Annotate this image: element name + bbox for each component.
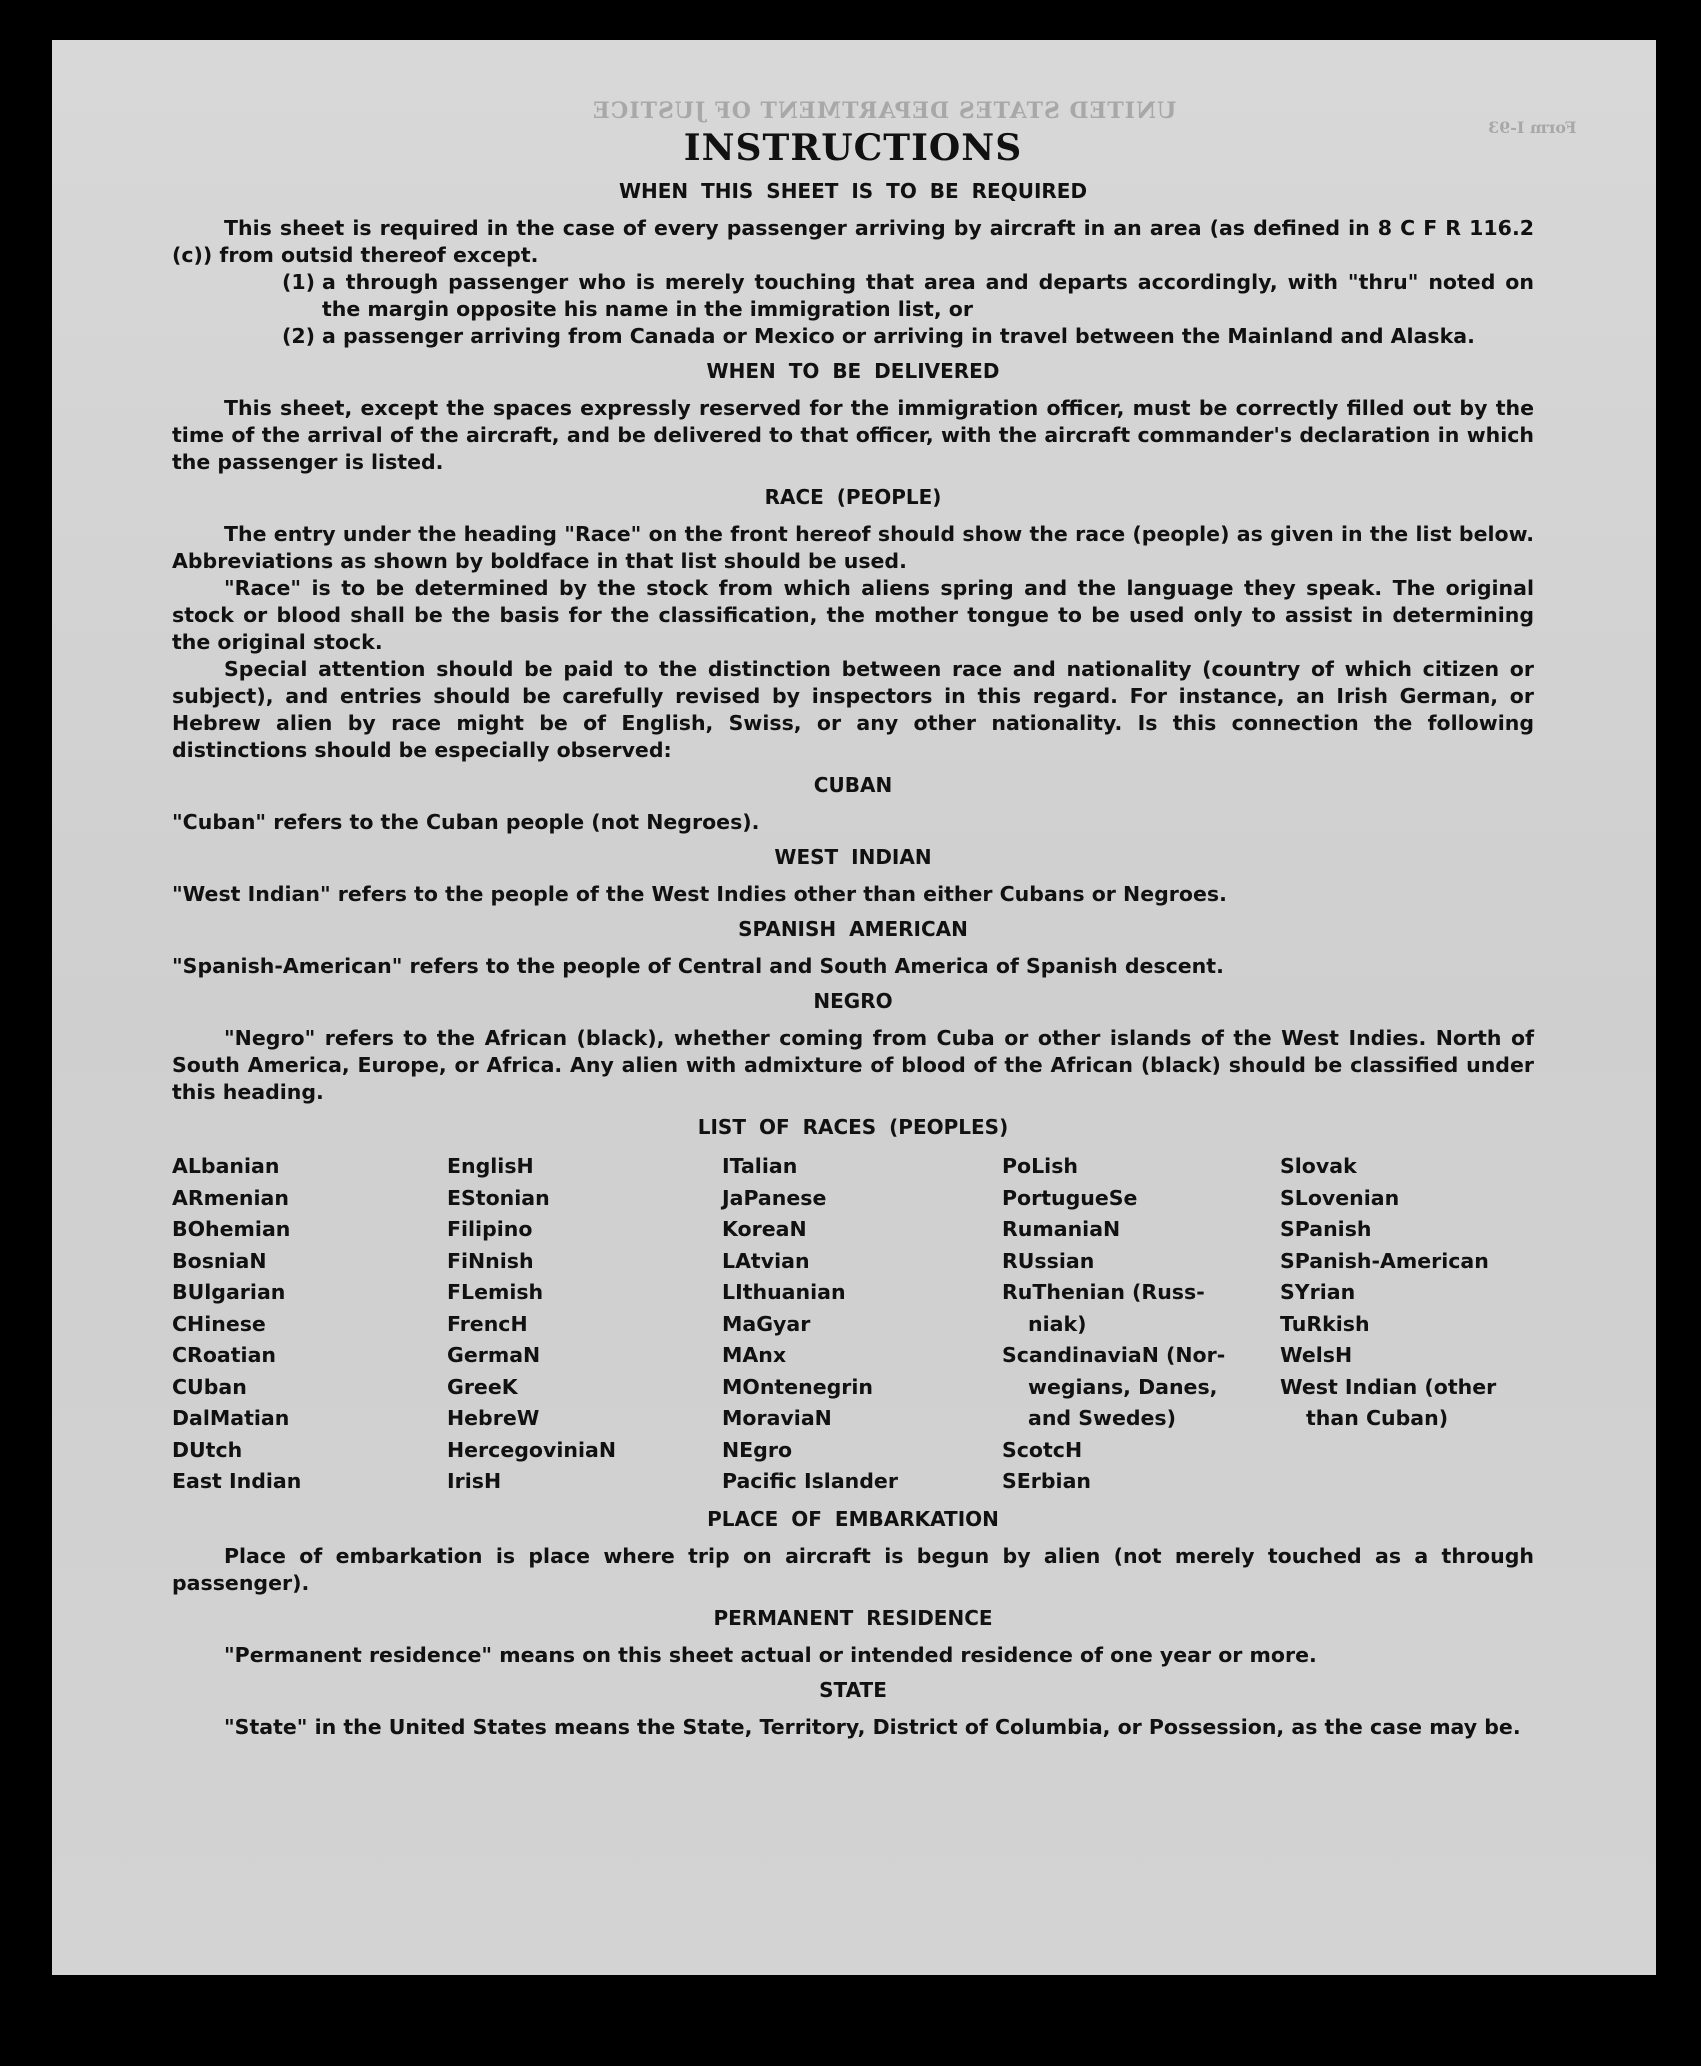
item-text: a passenger arriving from Canada or Mexico or arriving in travel between the Mainland and Alaska.: [322, 324, 1475, 348]
race-entry: niak): [1028, 1311, 1087, 1336]
race-entry: RuThenian (Russ-: [1002, 1280, 1205, 1304]
race-entry: MOntenegrin: [722, 1374, 874, 1399]
section-paragraph: "Permanent residence" means on this sheet actual or intended residence of one year or more.: [224, 1642, 1317, 1667]
race-entry: ALbanian: [172, 1154, 280, 1178]
race-entry: CHinese: [172, 1311, 266, 1336]
bleed-through-header: UNITED STATES DEPARTMENT OF JUSTICE: [592, 98, 1177, 124]
race-entry: ScotcH: [1002, 1437, 1083, 1462]
race-entry: Filipino: [447, 1217, 533, 1241]
race-entry: RUssian: [1002, 1248, 1095, 1273]
race-entry: SPanish: [1280, 1217, 1372, 1241]
race-entry: BOhemian: [172, 1217, 291, 1241]
race-entry: MAnx: [722, 1343, 787, 1367]
item-number: (1): [282, 270, 316, 294]
race-entry: HebreW: [447, 1406, 540, 1430]
race-entry: JaPanese: [722, 1185, 827, 1210]
race-entry: West Indian (other: [1280, 1374, 1497, 1399]
race-entry: PortugueSe: [1002, 1185, 1138, 1210]
race-entry: SLovenian: [1280, 1185, 1400, 1210]
race-entry: FiNnish: [447, 1248, 534, 1273]
section-paragraph: The entry under the heading "Race" on the front hereof should show the race (people) as given in the list below. Abbreviations as shown by boldface in that list should be used.: [172, 522, 1534, 573]
item-text: a through passenger who is merely touching that area and departs accordingly, with "thru" noted on the margin opposite his name in the immigration list, or: [322, 270, 1534, 321]
list-item: [172, 323, 1534, 350]
race-entry: HercegoviniaN: [447, 1437, 616, 1462]
race-entry: EStonian: [447, 1185, 550, 1210]
race-entry: Pacific Islander: [722, 1469, 898, 1493]
document-body: [172, 126, 1534, 1741]
section-paragraph: "State" in the United States means the State, Territory, District of Columbia, or Possession, as the case may be.: [224, 1714, 1521, 1739]
section-paragraph: This sheet is required in the case of every passenger arriving by aircraft in an area (as defined in 8 C F R 116.2 (c)) from outsid thereof except.: [172, 216, 1534, 267]
race-entry: CRoatian: [172, 1343, 277, 1367]
race-column: [1002, 1151, 1280, 1498]
race-entry: RumaniaN: [1002, 1217, 1121, 1241]
section-heading: WEST INDIAN: [774, 845, 932, 869]
section-paragraph: "Cuban" refers to the Cuban people (not Negroes).: [172, 810, 760, 834]
race-entry: ScandinaviaN (Nor-: [1002, 1343, 1226, 1367]
race-entry: East Indian: [172, 1469, 302, 1493]
section-paragraph: This sheet, except the spaces expressly reserved for the immigration officer, must be correctly filled out by the time of the arrival of the aircraft, and be delivered to that officer, with the aircraft commander's declaration in which the passenger is listed.: [172, 396, 1534, 474]
race-entry: KoreaN: [722, 1217, 807, 1241]
race-list: [172, 1151, 1534, 1498]
race-entry: FLemish: [447, 1280, 544, 1304]
race-entry: SErbian: [1002, 1469, 1092, 1493]
race-column: [722, 1151, 1002, 1498]
section-heading: STATE: [819, 1677, 887, 1702]
race-entry: ITalian: [722, 1154, 798, 1178]
bleed-through-form-number: Form I-93: [1487, 118, 1576, 137]
race-entry: DalMatian: [172, 1406, 290, 1430]
race-column: [1280, 1151, 1534, 1498]
race-entry: Slovak: [1280, 1154, 1357, 1178]
section-heading: WHEN THIS SHEET IS TO BE REQUIRED: [618, 179, 1088, 203]
race-entry: MaGyar: [722, 1311, 811, 1336]
section-heading: CUBAN: [813, 773, 893, 797]
race-entry: SYrian: [1280, 1280, 1356, 1304]
race-entry: GreeK: [447, 1374, 518, 1399]
race-entry: FrencH: [447, 1311, 528, 1336]
race-entry: WelsH: [1280, 1343, 1353, 1367]
race-column: [447, 1151, 722, 1498]
section-paragraph: "Spanish-American" refers to the people of Central and South America of Spanish descent.: [172, 954, 1224, 978]
section-heading: SPANISH AMERICAN: [738, 917, 968, 941]
section-paragraph: Place of embarkation is place where trip on aircraft is begun by alien (not merely touched as a through passenger).: [172, 1543, 1534, 1595]
section-heading: RACE (PEOPLE): [764, 485, 942, 509]
race-entry: and Swedes): [1028, 1406, 1176, 1430]
race-entry: BUlgarian: [172, 1280, 286, 1304]
section-heading: LIST OF RACES (PEOPLES): [697, 1115, 1009, 1139]
race-entry: NEgro: [722, 1437, 793, 1462]
race-entry: than Cuban): [1306, 1406, 1449, 1430]
race-column: [172, 1151, 447, 1498]
section-paragraph: "Negro" refers to the African (black), whether coming from Cuba or other islands of the West Indies. North of South America, Europe, or Africa. Any alien with admixture of blood of the African (black) should be classified under this heading.: [172, 1026, 1534, 1104]
race-entry: MoraviaN: [722, 1406, 832, 1430]
section-paragraph: Special attention should be paid to the distinction between race and nationality (country of which citizen or subject), and entries should be carefully revised by inspectors in this regard. For instance, an Irish German, or Hebrew alien by race might be of English, Swiss, or any other nationality. Is this connection the following distinctions should be especially observed:: [172, 657, 1534, 762]
race-entry: wegians, Danes,: [1028, 1374, 1218, 1399]
race-entry: DUtch: [172, 1437, 243, 1462]
section-paragraph: "Race" is to be determined by the stock from which aliens spring and the language they speak. The original stock or blood shall be the basis for the classification, the mother tongue to be used only to assist in determining the original stock.: [172, 576, 1534, 654]
section-heading: PLACE OF EMBARKATION: [707, 1506, 999, 1531]
race-entry: ARmenian: [172, 1185, 289, 1210]
item-number: (2): [282, 324, 316, 348]
race-entry: EnglisH: [447, 1154, 534, 1178]
race-entry: SPanish-American: [1280, 1248, 1489, 1273]
race-entry: PoLish: [1002, 1154, 1078, 1178]
race-entry: GermaN: [447, 1343, 541, 1367]
race-entry: LIthuanian: [722, 1280, 846, 1304]
section-heading: PERMANENT RESIDENCE: [713, 1605, 993, 1630]
race-entry: LAtvian: [722, 1248, 810, 1273]
race-entry: IrisH: [447, 1469, 502, 1493]
race-entry: CUban: [172, 1374, 247, 1399]
list-item: [172, 269, 1534, 323]
section-paragraph: "West Indian" refers to the people of the West Indies other than either Cubans or Negroes.: [172, 882, 1227, 906]
section-heading: WHEN TO BE DELIVERED: [706, 359, 1000, 383]
section-heading: NEGRO: [813, 989, 893, 1013]
race-entry: TuRkish: [1280, 1311, 1370, 1336]
document-title: INSTRUCTIONS: [683, 127, 1023, 169]
race-entry: BosniaN: [172, 1248, 267, 1273]
